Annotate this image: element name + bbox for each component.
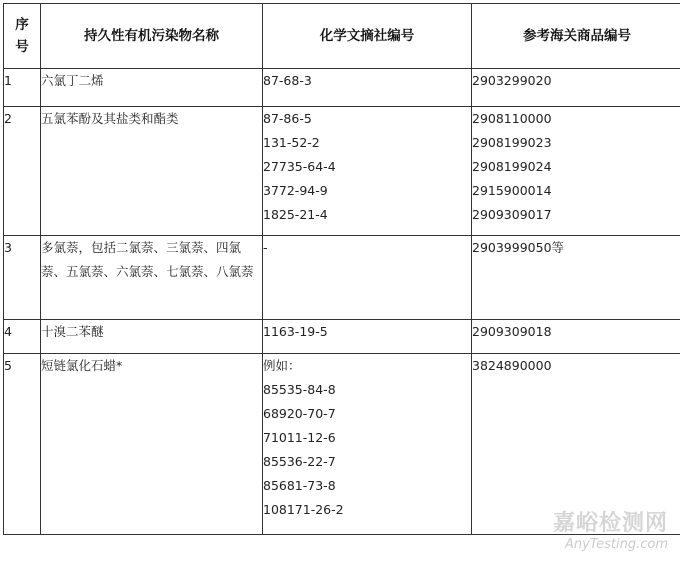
- cas-number: 例如：: [263, 358, 301, 373]
- cas-number: 1825-21-4: [263, 207, 328, 222]
- pollutant-name-text: 十溴二苯醚: [41, 324, 104, 339]
- cas-number: 27735-64-4: [263, 159, 336, 174]
- table-row: [4, 69, 680, 107]
- cell-pollutant-name: [41, 69, 263, 107]
- cell-hs-codes: [472, 354, 680, 535]
- table-body: [4, 69, 680, 535]
- hs-code: 2908199024: [472, 159, 552, 174]
- cas-number: 1163-19-5: [263, 324, 328, 339]
- cell-hs-codes: [472, 236, 680, 320]
- cell-pollutant-name: [41, 236, 263, 320]
- cell-seq: 1: [4, 69, 41, 107]
- table-row: [4, 354, 680, 535]
- pop-table: [3, 3, 680, 535]
- cas-number: 85536-22-7: [263, 454, 336, 469]
- cas-number: 85681-73-8: [263, 478, 336, 493]
- cell-pollutant-name: [41, 107, 263, 236]
- watermark-en: AnyTesting.com: [564, 537, 668, 552]
- header-hs: 参考海关商品编号: [472, 4, 680, 69]
- header-cas: 化学文摘社编号: [263, 4, 472, 69]
- cell-cas-numbers: [263, 320, 472, 354]
- header-seq-line-1: 序: [15, 17, 29, 33]
- cell-cas-numbers: [263, 69, 472, 107]
- cell-hs-codes: [472, 107, 680, 236]
- cell-seq: 4: [4, 320, 41, 354]
- pollutant-name-text: 多氯萘，包括二氯萘、三氯萘、四氯萘、五氯萘、六氯萘、七氯萘、八氯萘: [41, 240, 254, 279]
- table-row: [4, 107, 680, 236]
- cell-cas-numbers: [263, 354, 472, 535]
- hs-code: 2903299020: [472, 73, 552, 88]
- cas-number: 71011-12-6: [263, 430, 336, 445]
- header-seq-line-2: 号: [15, 39, 29, 55]
- cas-number: 131-52-2: [263, 135, 320, 150]
- watermark-cn: 嘉峪检测网: [552, 511, 668, 536]
- pollutant-name-text: 短链氯化石蜡*: [41, 358, 123, 373]
- hs-code: 3824890000: [472, 358, 552, 373]
- cas-number: -: [263, 240, 268, 255]
- cell-seq: 2: [4, 107, 41, 236]
- header-name: 持久性有机污染物名称: [41, 4, 263, 69]
- cell-hs-codes: [472, 320, 680, 354]
- cas-number: 108171-26-2: [263, 502, 344, 517]
- pollutant-name-text: 五氯苯酚及其盐类和酯类: [41, 111, 179, 126]
- hs-code: 2908110000: [472, 111, 552, 126]
- cas-number: 87-86-5: [263, 111, 312, 126]
- cell-pollutant-name: [41, 320, 263, 354]
- hs-code: 2909309018: [472, 324, 552, 339]
- hs-code: 2909309017: [472, 207, 552, 222]
- hs-code: 2915900014: [472, 183, 552, 198]
- cas-number: 85535-84-8: [263, 382, 336, 397]
- cell-hs-codes: [472, 69, 680, 107]
- table-row: [4, 320, 680, 354]
- hs-code: 2903999050等: [472, 240, 565, 255]
- table-header-row: [4, 4, 680, 69]
- cas-number: 3772-94-9: [263, 183, 328, 198]
- cell-pollutant-name: [41, 354, 263, 535]
- header-seq: [4, 4, 41, 69]
- cell-seq: 3: [4, 236, 41, 320]
- cas-number: 87-68-3: [263, 73, 312, 88]
- pollutant-name-text: 六氯丁二烯: [41, 73, 104, 88]
- hs-code: 2908199023: [472, 135, 552, 150]
- cas-number: 68920-70-7: [263, 406, 336, 421]
- cell-cas-numbers: [263, 236, 472, 320]
- cell-seq: 5: [4, 354, 41, 535]
- cell-cas-numbers: [263, 107, 472, 236]
- table-row: [4, 236, 680, 320]
